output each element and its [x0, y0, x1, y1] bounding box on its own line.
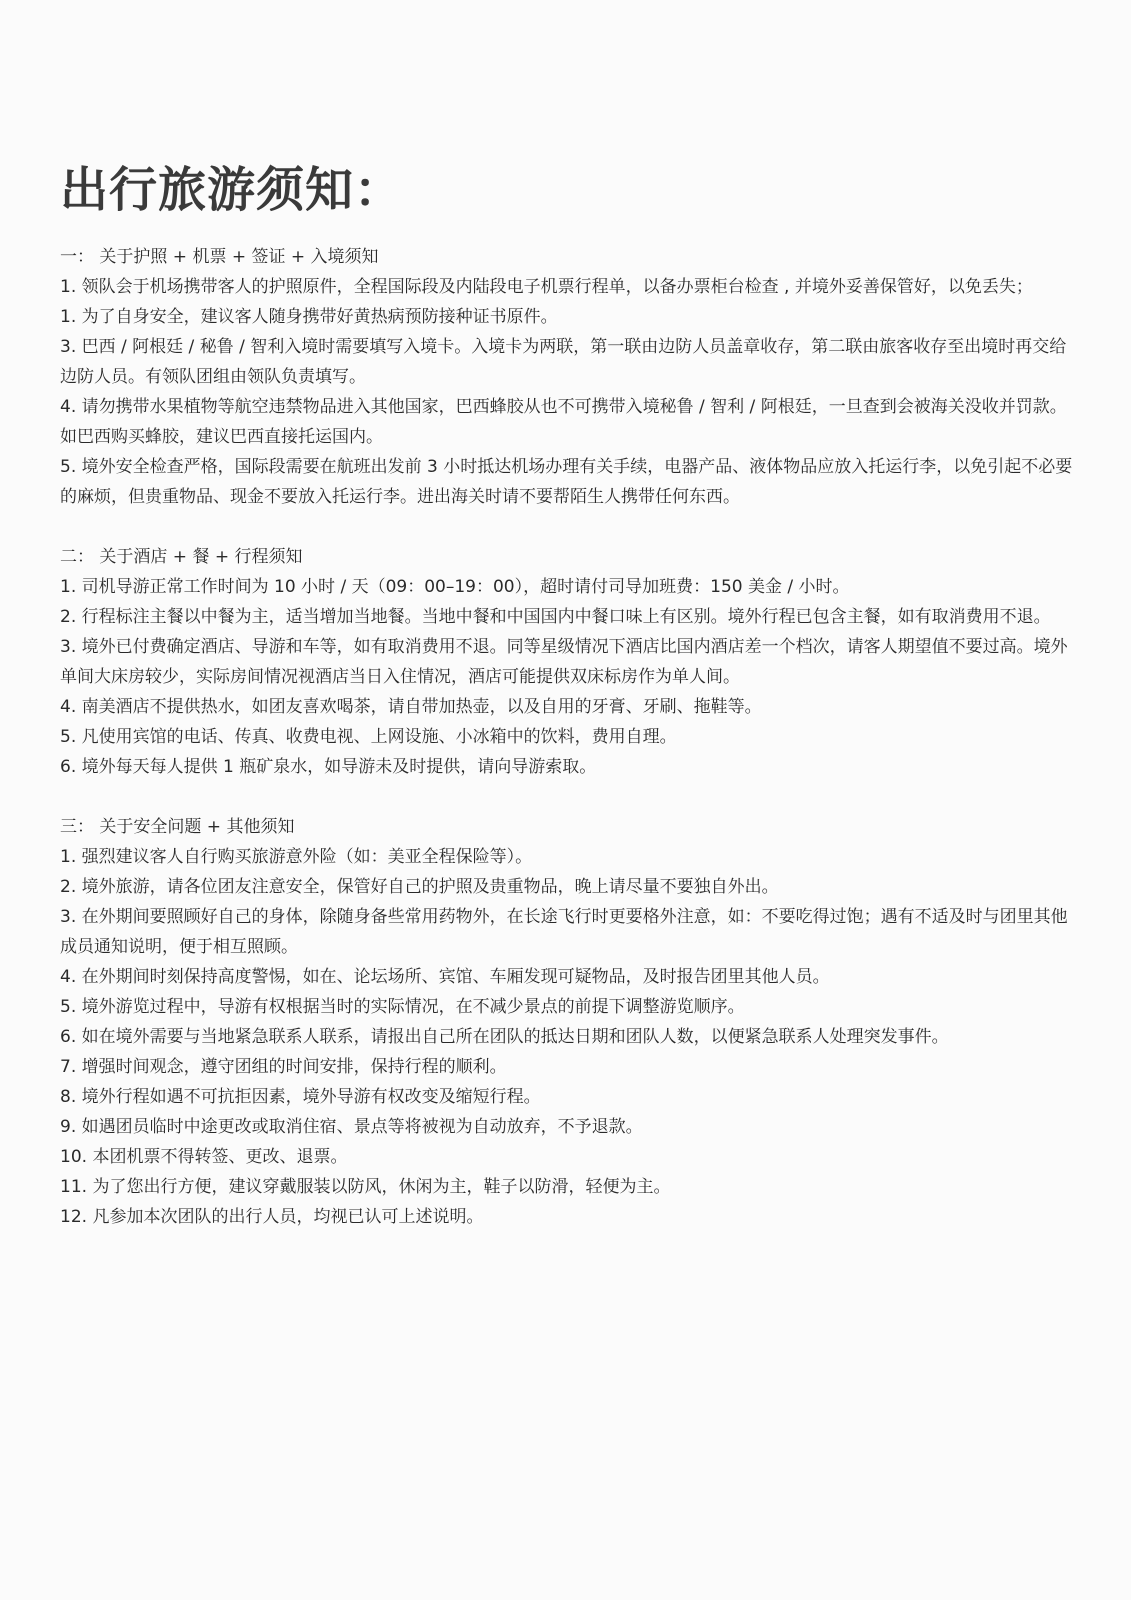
list-item: 3. 巴西 / 阿根廷 / 秘鲁 / 智利入境时需要填写入境卡。入境卡为两联，第一联由边防人员盖章收存，第二联由旅客收存至出境时再交给边防人员。有领队团组由领队负责填写。 [60, 337, 1067, 387]
list-item: 6. 境外每天每人提供 1 瓶矿泉水，如导游未及时提供，请向导游索取。 [60, 757, 597, 777]
section-safety-other [60, 812, 1075, 1232]
list-item: 3. 境外已付费确定酒店、导游和车等，如有取消费用不退。同等星级情况下酒店比国内酒店差一个档次，请客人期望值不要过高。境外单间大床房较少，实际房间情况视酒店当日入住情况，酒店可能提供双床标房作为单人间。 [60, 637, 1068, 687]
list-item: 6. 如在境外需要与当地紧急联系人联系，请报出自己所在团队的抵达日期和团队人数，以便紧急联系人处理突发事件。 [60, 1027, 949, 1047]
list-item: 11. 为了您出行方便，建议穿戴服装以防风，休闲为主，鞋子以防滑，轻便为主。 [60, 1177, 671, 1197]
document-page [60, 160, 1075, 1262]
list-item: 4. 在外期间时刻保持高度警惕，如在、论坛场所、宾馆、车厢发现可疑物品，及时报告团里其他人员。 [60, 967, 830, 987]
list-item: 12. 凡参加本次团队的出行人员，均视已认可上述说明。 [60, 1207, 484, 1227]
list-item: 1. 司机导游正常工作时间为 10 小时 / 天（09：00–19：00），超时请付司导加班费：150 美金 / 小时。 [60, 577, 850, 597]
list-item: 5. 凡使用宾馆的电话、传真、收费电视、上网设施、小冰箱中的饮料，费用自理。 [60, 727, 677, 747]
list-item: 5. 境外安全检查严格，国际段需要在航班出发前 3 小时抵达机场办理有关手续，电器产品、液体物品应放入托运行李，以免引起不必要的麻烦，但贵重物品、现金不要放入托运行李。进出海关时请不要帮陌生人携带任何东西。 [60, 457, 1073, 507]
list-item: 4. 请勿携带水果植物等航空违禁物品进入其他国家，巴西蜂胶从也不可携带入境秘鲁 / 智利 / 阿根廷，一旦查到会被海关没收并罚款。如巴西购买蜂胶，建议巴西直接托运国内。 [60, 397, 1067, 447]
list-item: 9. 如遇团员临时中途更改或取消住宿、景点等将被视为自动放弃，不予退款。 [60, 1117, 643, 1137]
list-item: 2. 境外旅游，请各位团友注意安全，保管好自己的护照及贵重物品，晚上请尽量不要独自外出。 [60, 877, 779, 897]
list-item: 8. 境外行程如遇不可抗拒因素，境外导游有权改变及缩短行程。 [60, 1087, 541, 1107]
list-item: 4. 南美酒店不提供热水，如团友喜欢喝茶，请自带加热壶，以及自用的牙膏、牙刷、拖鞋等。 [60, 697, 762, 717]
list-item: 7. 增强时间观念，遵守团组的时间安排，保持行程的顺利。 [60, 1057, 507, 1077]
list-item: 1. 强烈建议客人自行购买旅游意外险（如：美亚全程保险等）。 [60, 847, 533, 867]
list-item: 2. 行程标注主餐以中餐为主，适当增加当地餐。当地中餐和中国国内中餐口味上有区别。境外行程已包含主餐，如有取消费用不退。 [60, 607, 1051, 627]
page-title: 出行旅游须知： [60, 162, 404, 218]
section-heading: 二： 关于酒店 + 餐 + 行程须知 [60, 547, 303, 567]
list-item: 5. 境外游览过程中，导游有权根据当时的实际情况，在不减少景点的前提下调整游览顺序。 [60, 997, 745, 1017]
list-item: 1. 领队会于机场携带客人的护照原件，全程国际段及内陆段电子机票行程单，以备办票柜台检查 , 并境外妥善保管好，以免丢失； [60, 277, 1033, 297]
list-item: 10. 本团机票不得转签、更改、退票。 [60, 1147, 348, 1167]
section-passport-ticket-visa [60, 242, 1075, 512]
list-item: 3. 在外期间要照顾好自己的身体，除随身备些常用药物外，在长途飞行时更要格外注意，如：不要吃得过饱；遇有不适及时与团里其他成员通知说明，便于相互照顾。 [60, 907, 1068, 957]
list-item: 1. 为了自身安全，建议客人随身携带好黄热病预防接种证书原件。 [60, 307, 558, 327]
section-heading: 三： 关于安全问题 + 其他须知 [60, 817, 295, 837]
section-heading: 一： 关于护照 + 机票 + 签证 + 入境须知 [60, 247, 379, 267]
section-hotel-meal-itinerary [60, 542, 1075, 782]
